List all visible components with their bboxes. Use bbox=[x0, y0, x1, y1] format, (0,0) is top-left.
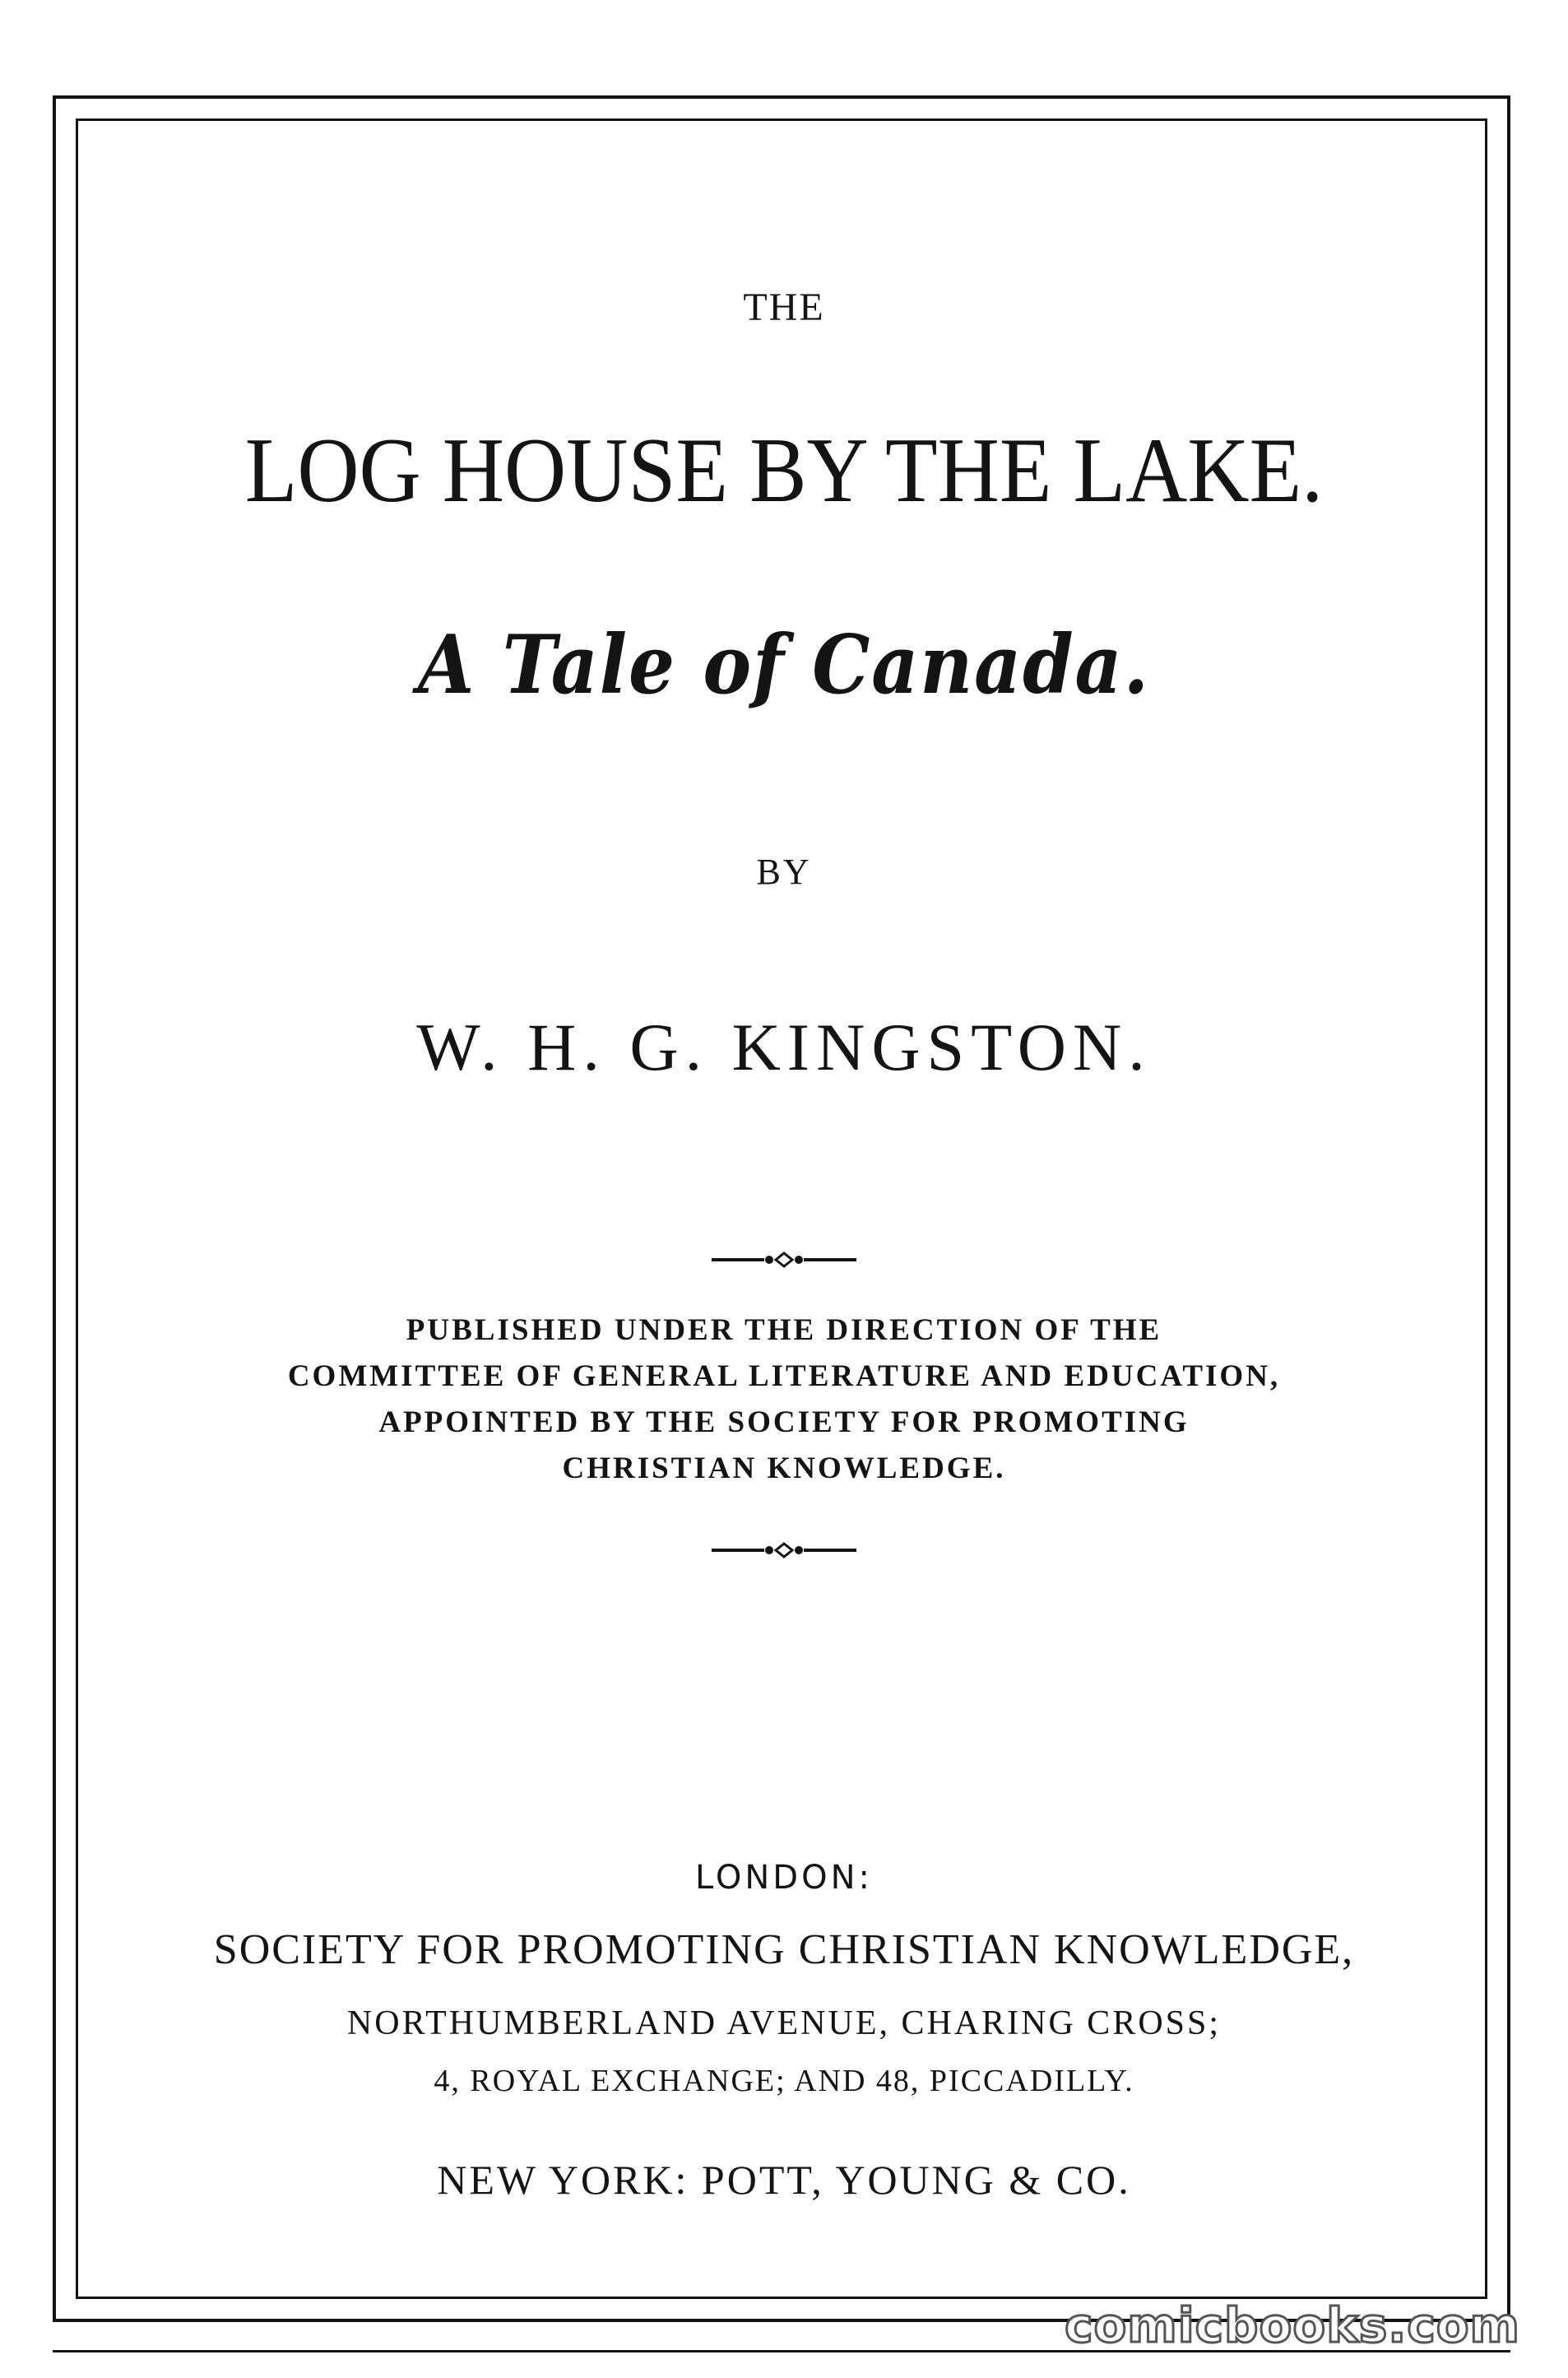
publication-note-line: PUBLISHED UNDER THE DIRECTION OF THE bbox=[406, 1313, 1162, 1347]
book-title: LOG HOUSE BY THE LAKE. bbox=[244, 420, 1324, 522]
publication-note-line: COMMITTEE OF GENERAL LITERATURE AND EDUCATION, bbox=[287, 1359, 1281, 1393]
ornament-divider-bottom bbox=[710, 1538, 858, 1563]
by-line: BY bbox=[756, 852, 812, 892]
book-subtitle: A Tale of Canada. bbox=[417, 618, 1151, 713]
imprint-address: NORTHUMBERLAND AVENUE, CHARING CROSS; bbox=[346, 2004, 1222, 2042]
publication-note-line: APPOINTED BY THE SOCIETY FOR PROMOTING bbox=[378, 1405, 1190, 1439]
author-name: W. H. G. KINGSTON. bbox=[416, 1010, 1152, 1084]
publication-note-line: CHRISTIAN KNOWLEDGE. bbox=[562, 1451, 1006, 1485]
title-article: THE bbox=[743, 286, 825, 329]
ornament-divider-top bbox=[710, 1247, 858, 1272]
imprint-address: 4, ROYAL EXCHANGE; AND 48, PICCADILLY. bbox=[434, 2064, 1134, 2098]
watermark-logo: comicbooks.com bbox=[1065, 2297, 1520, 2353]
imprint-publisher: SOCIETY FOR PROMOTING CHRISTIAN KNOWLEDGE, bbox=[213, 1926, 1355, 1973]
imprint-city: LONDON: bbox=[695, 1859, 873, 1897]
imprint-new-york: NEW YORK: POTT, YOUNG & CO. bbox=[437, 2157, 1131, 2203]
